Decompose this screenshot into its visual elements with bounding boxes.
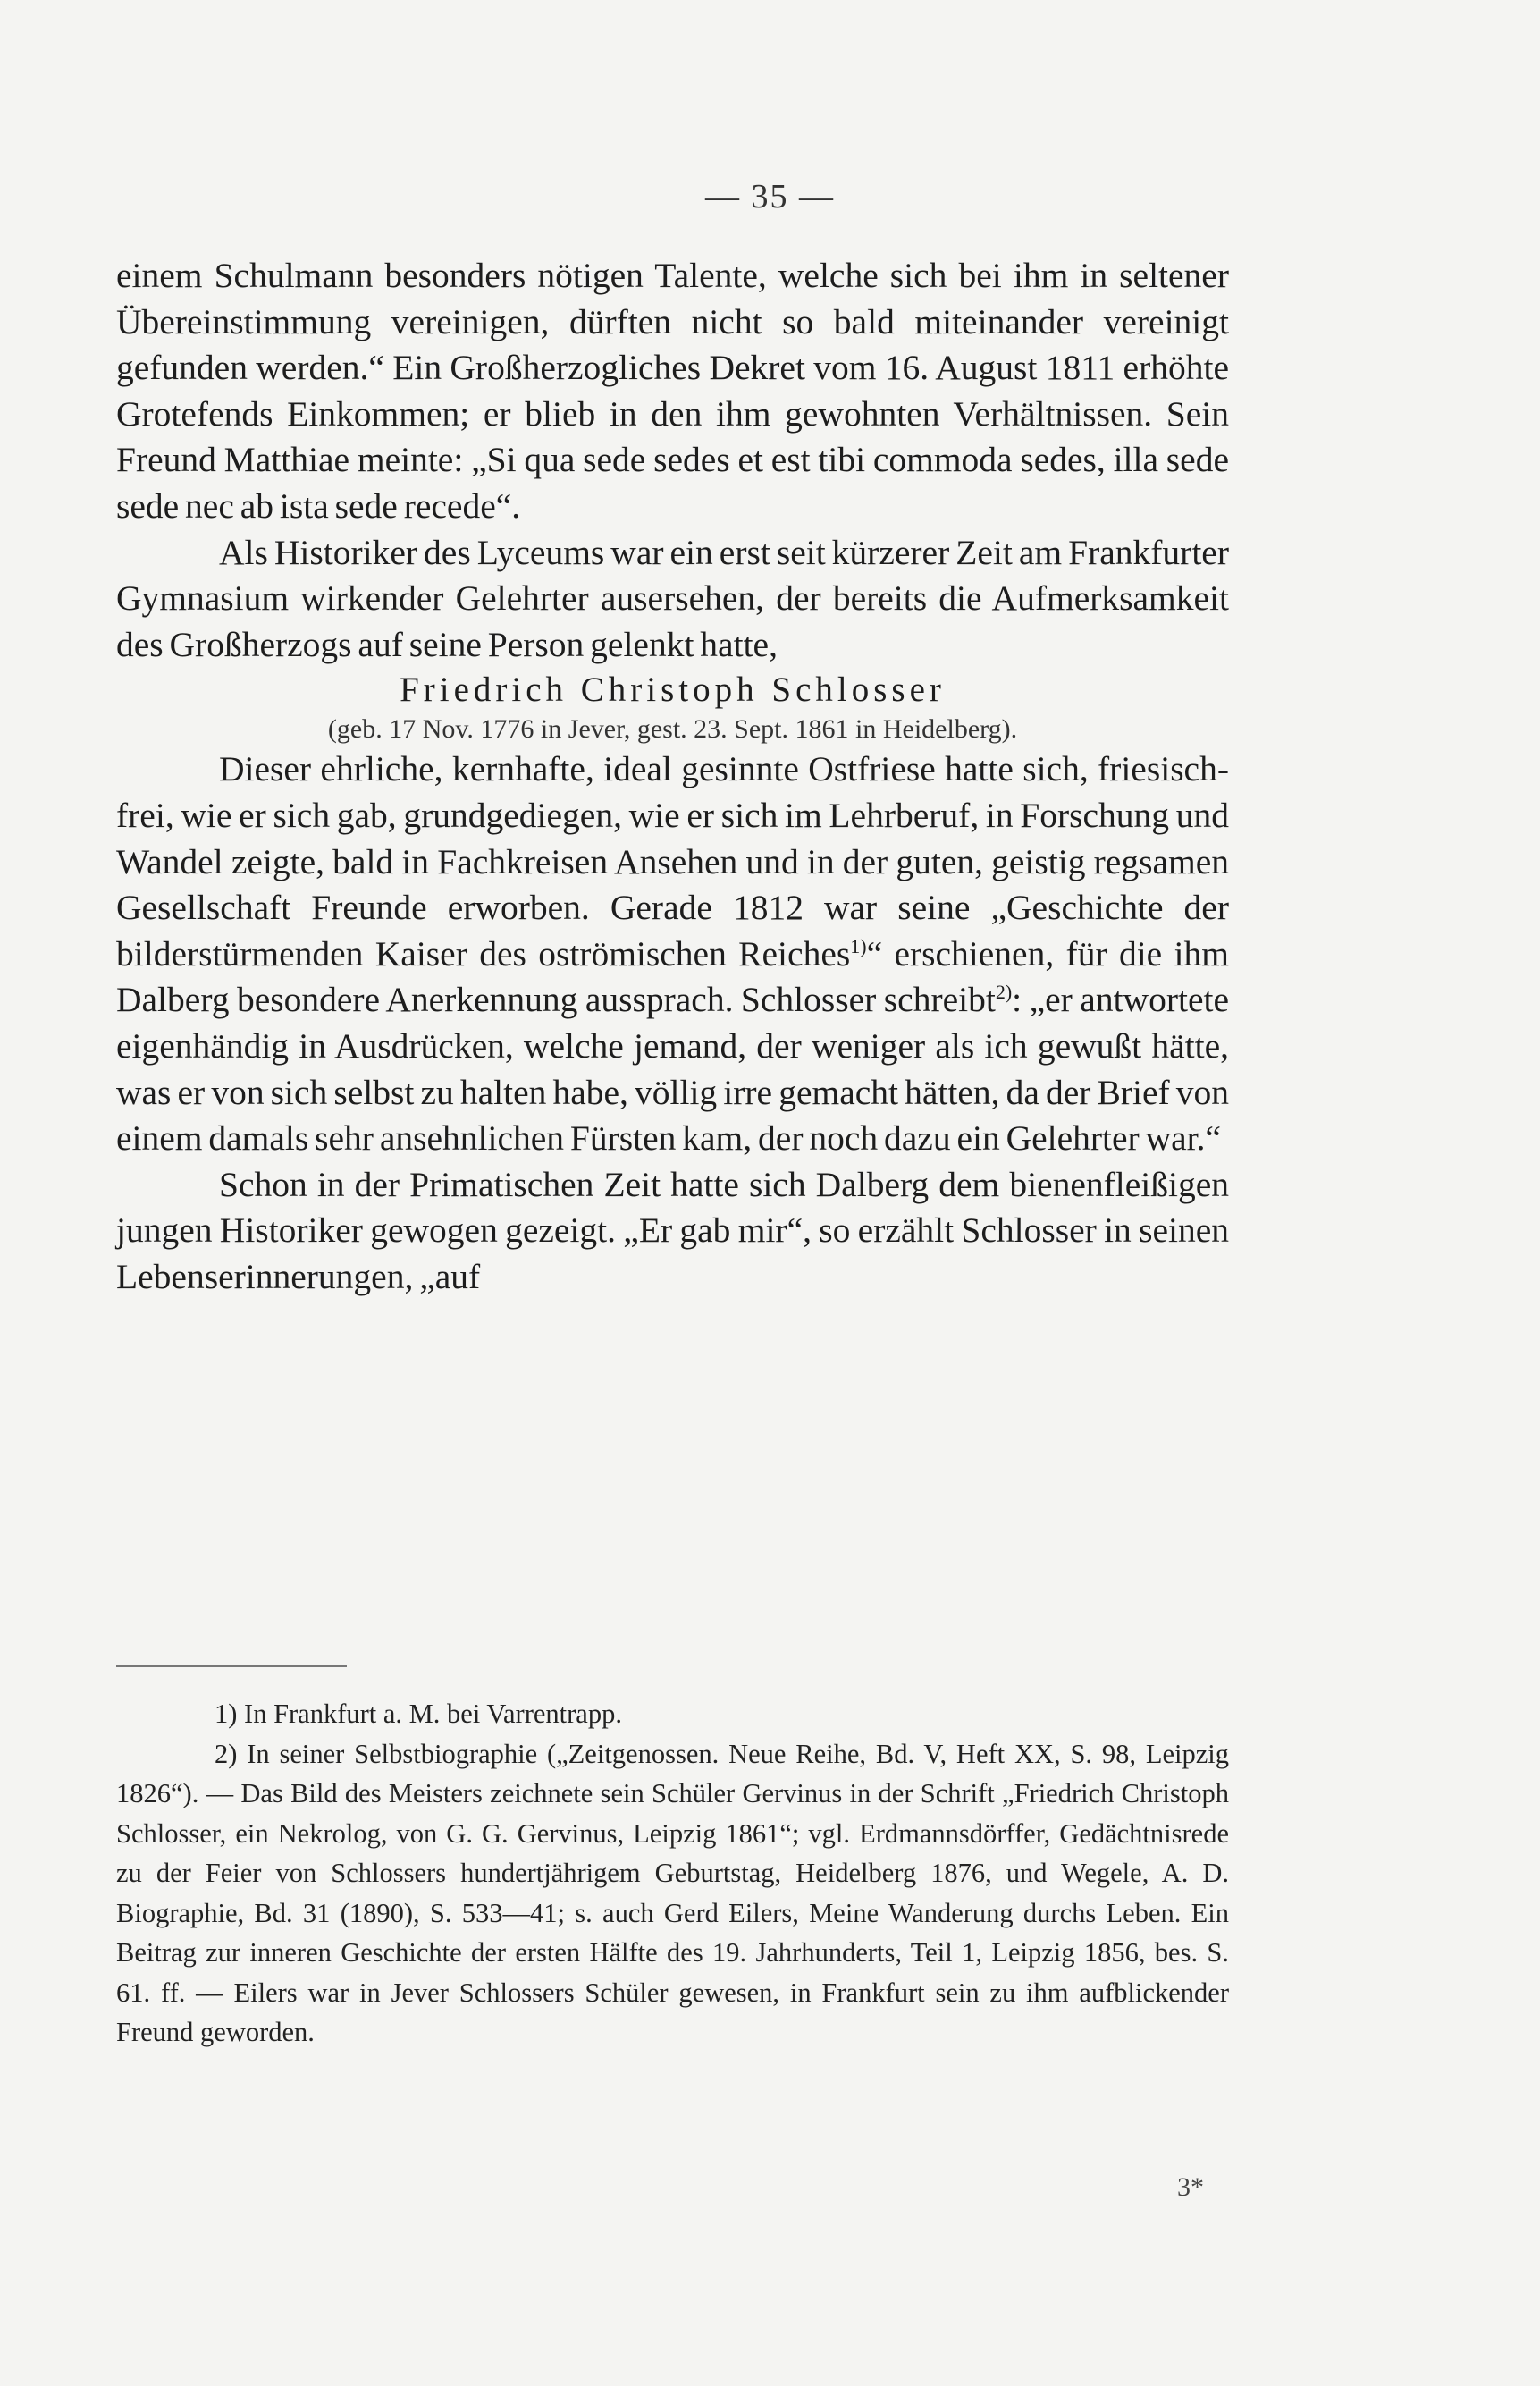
paragraph-3-part-3: : „er antwortete eigenhändig in Ausdrücken, welche jemand, der weniger als ich gewußt hätte, was er von sich selbst zu halten habe, völlig irre gemacht hätten, da der Brief von einem damals sehr ansehnlichen Fürsten kam, der noch dazu ein Gelehrter war.“ <box>116 980 1229 1159</box>
section-subheading: (geb. 17 Nov. 1776 in Jever, gest. 23. Sept. 1861 in Heidelberg). <box>327 714 1018 745</box>
footnote-1: 1) In Frankfurt a. M. bei Varrentrapp. <box>215 1699 622 1729</box>
footnote-2: 2) In seiner Selbstbiographie („Zeitgenossen. Neue Reihe, Bd. V, Heft XX, S. 98, Leipzig 1826“). — Das Bild des Meisters zeichnete sein Schüler Gervinus in der Schrift „Friedrich Christoph Schlosser, ein Nekrolog, von G. G. Gervinus, Leipzig 1861“; vgl. Erdmannsdörffer, Gedächtnisrede zu der Feier von Schlossers hundertjährigem Geburtstag, Heidelberg 1876, und Wegele, A. D. Biographie, Bd. 31 (1890), S. 533—41; s. auch Gerd Eilers, Meine Wanderung durchs Leben. Ein Beitrag zur inneren Geschichte der ersten Hälfte des 19. Jahrhunderts, Teil 1, Leipzig 1856, bes. S. 61. ff. — Eilers war in Jever Schlossers Schüler gewesen, in Frankfurt sein zu ihm aufblickender Freund geworden. <box>116 1738 1229 2047</box>
footnote-divider <box>116 1665 347 1667</box>
paragraph-4: Schon in der Primatischen Zeit hatte sich Dalberg dem bienenfleißigen jungen Historiker gewogen gezeigt. „Er gab mir“, so erzählt Schlosser in seinen Lebenserinnerungen, „auf <box>116 1164 1229 1296</box>
paragraph-1: einem Schulmann besonders nötigen Talente, welche sich bei ihm in seltener Übereinstimmung vereinigen, dürften nicht so bald miteinander vereinigt gefunden werden.“ Ein Großherzogliches Dekret vom 16. August 1811 erhöhte Grotefends Einkommen; er blieb in den ihm gewohnten Verhältnissen. Sein Freund Matthiae meinte: „Si qua sede sedes et est tibi commoda sedes, illa sede sede nec ab ista sede recede“. <box>116 256 1229 526</box>
signature-mark: 3* <box>1177 2172 1204 2202</box>
paragraph-2: Als Historiker des Lyceums war ein erst seit kürzerer Zeit am Frankfurter Gymnasium wirkender Gelehrter ausersehen, der bereits die Aufmerksamkeit des Großherzogs auf seine Person gelenkt hatte, <box>116 532 1229 664</box>
paragraph-3 <box>116 746 1229 1161</box>
paragraph-3-part-2: “ erschienen, für die ihm Dalberg besondere Anerkennung aussprach. Schlosser schreibt <box>116 933 1229 1020</box>
footnotes <box>116 1694 1229 2053</box>
page-number: — 35 — <box>705 178 835 215</box>
section-heading: Friedrich Christoph Schlosser <box>400 670 946 710</box>
footnote-ref-2: 2) <box>995 981 1013 1004</box>
paragraph-3-part-1: Dieser ehrliche, kernhafte, ideal gesinnte Ostfriese hatte sich, friesisch-frei, wie er sich gab, grundgediegen, wie er sich im Lehrberuf, in Forschung und Wandel zeigte, bald in Fachkreisen Ansehen und in der guten, geistig regsamen Gesellschaft Freunde erworben. Gerade 1812 war seine „Geschichte der bilderstürmenden Kaiser des oströmischen Reiches <box>116 749 1229 974</box>
footnote-ref-1: 1) <box>850 934 867 957</box>
main-text <box>116 253 1229 1300</box>
